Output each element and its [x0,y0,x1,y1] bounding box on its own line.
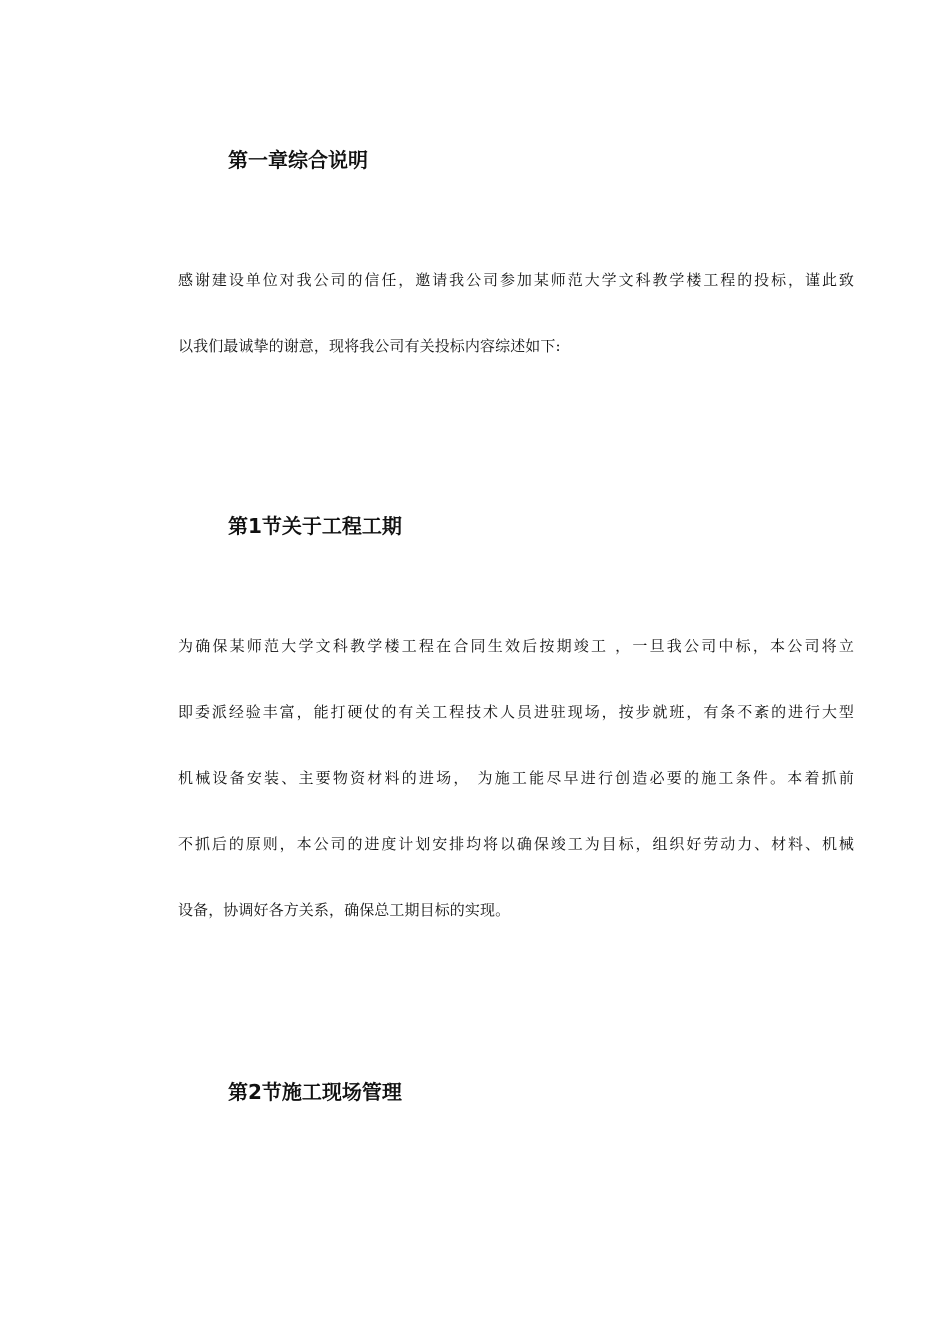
text-line: 为确保某师范大学文科教学楼工程在合同生效后按期竣工 ，一旦我公司中标，本公司将立 [178,637,854,655]
section-2-title: 第2节施工现场管理 [228,1080,402,1104]
text-line: 不抓后的原则，本公司的进度计划安排均将以确保竣工为目标，组织好劳动力、材料、机械 [178,835,854,853]
text-line: 感谢建设单位对我公司的信任，邀请我公司参加某师范大学文科教学楼工程的投标，谨此致 [178,271,854,289]
text-line: 即委派经验丰富，能打硬仗的有关工程技术人员进驻现场，按步就班，有条不紊的进行大型 [178,703,854,721]
section-1-paragraph [178,636,854,966]
section-1-title: 第1节关于工程工期 [228,514,402,538]
text-line: 机械设备安装、主要物资材料的进场， 为施工能尽早进行创造必要的施工条件。本着抓前 [178,769,854,787]
chapter-title: 第一章综合说明 [228,148,368,172]
intro-paragraph [178,270,854,402]
text-line: 以我们最诚挚的谢意，现将我公司有关投标内容综述如下: [178,337,561,355]
text-line: 设备，协调好各方关系，确保总工期目标的实现。 [178,901,511,919]
